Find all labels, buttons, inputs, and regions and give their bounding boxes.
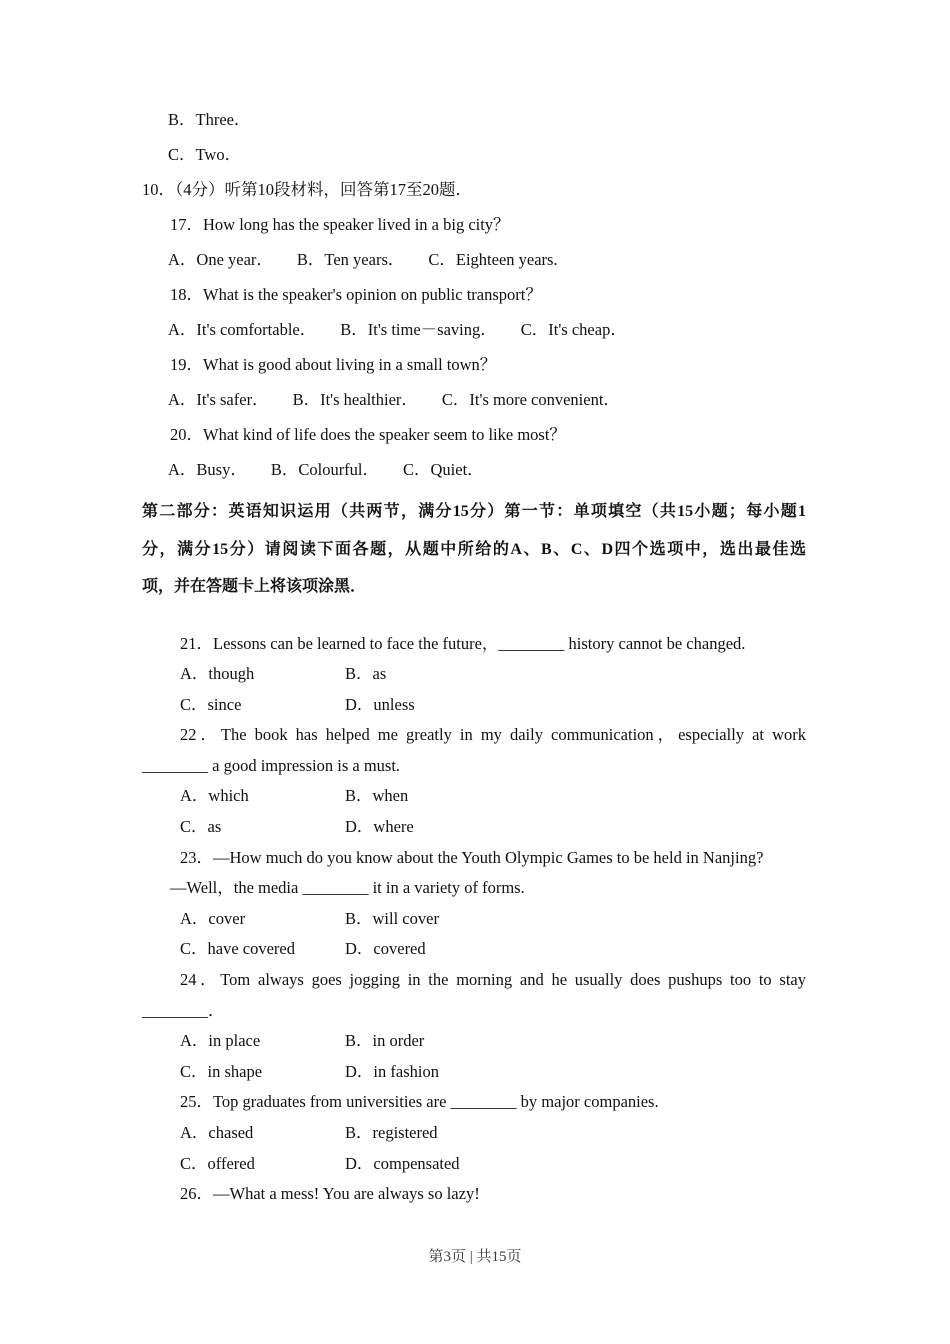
question-line: 18．What is the speaker's opinion on public transport？ (170, 285, 542, 304)
option-item: C．offered (180, 1153, 255, 1173)
option-item: C．as (180, 817, 222, 837)
options-line (142, 382, 806, 417)
option-item: B．registered (345, 1123, 438, 1142)
question-line: 25．Top graduates from universities are ________ by major companies. (180, 1092, 659, 1112)
option-item: B．in order (345, 1031, 425, 1051)
text-line: —Well，the media ________ it in a variety of forms. (170, 878, 525, 898)
document-content (142, 102, 806, 1210)
question-line: 23．—How much do you know about the Youth Olympic Games to be held in Nanjing? (180, 847, 764, 867)
question-line: 24．Tom always goes jogging in the morning and he usually does pushups too to stay (180, 970, 806, 990)
options-line (142, 1149, 806, 1180)
text-line: ________． (142, 1000, 225, 1020)
section-header-line: 项，并在答题卡上将该项涂黑． (142, 578, 367, 595)
option-item: B．Colourful． (270, 460, 380, 479)
option-item: A．cover (180, 908, 246, 928)
option-item: B．will cover (345, 908, 439, 928)
question-line: 21．Lessons can be learned to face the future，________ history cannot be changed. (180, 633, 746, 653)
option-item: A．chased (180, 1123, 254, 1142)
option-item: C．It's more convenient． (441, 390, 620, 409)
page-footer: 第3页 | 共15页 (428, 1249, 522, 1265)
section-header-line: 第二部分：英语知识运用（共两节，满分15分）第一节：单项填空（共15小题；每小题1 (142, 503, 806, 520)
question-line: 19．What is good about living in a small town？ (170, 355, 497, 374)
options-line (142, 242, 806, 277)
option-item: D．in fashion (345, 1061, 439, 1081)
options-line (142, 452, 806, 487)
option-item: C．have covered (180, 939, 295, 959)
option-item: A．though (180, 664, 255, 684)
text-line: C．Two． (168, 145, 242, 164)
option-item: B．It's healthier． (292, 390, 418, 409)
option-item: C．It's cheap． (520, 320, 627, 339)
option-item: C．Eighteen years. (428, 250, 558, 269)
text-line: B．Three． (168, 110, 251, 129)
option-item: A．One year． (168, 250, 273, 269)
options-line (142, 312, 806, 347)
option-item: A．Busy． (168, 460, 247, 479)
options-line (142, 934, 806, 965)
option-item: C．since (180, 694, 242, 714)
question-line: 26．—What a mess! You are always so lazy! (180, 1184, 480, 1204)
option-item: B．as (345, 664, 387, 684)
options-line (142, 659, 806, 690)
options-line (142, 690, 806, 721)
question-line: 20．What kind of life does the speaker seem to like most？ (170, 425, 566, 444)
option-item: D．where (345, 817, 414, 837)
option-item: A．which (180, 786, 249, 806)
option-item: D．compensated (345, 1153, 460, 1173)
text-line: ________ a good impression is a must. (142, 755, 401, 775)
option-item: D．unless (345, 694, 415, 714)
options-line (142, 1026, 806, 1057)
option-item: B．It's time－saving． (340, 320, 497, 339)
option-item: C．in shape (180, 1061, 263, 1081)
options-line (142, 812, 806, 843)
question-line: 22．The book has helped me greatly in my daily communication，especially at work (180, 725, 806, 745)
option-item: A．It's comfortable． (168, 320, 317, 339)
option-item: A．It's safer． (168, 390, 269, 409)
option-item: D．covered (345, 939, 426, 959)
question-line: 17．How long has the speaker lived in a big city？ (170, 215, 510, 234)
option-item: B．Ten years． (296, 250, 405, 269)
option-item: A．in place (180, 1031, 261, 1051)
options-line (142, 1057, 806, 1088)
option-item: C．Quiet． (403, 460, 484, 479)
option-item: B．when (345, 786, 409, 806)
question-line: 10．（4分）听第10段材料，回答第17至20题． (142, 180, 472, 199)
options-line (142, 1118, 806, 1149)
section-header-line: 分，满分15分）请阅读下面各题，从题中所给的A、B、C、D四个选项中，选出最佳选 (142, 540, 806, 558)
options-line (142, 904, 806, 935)
options-line (142, 781, 806, 812)
